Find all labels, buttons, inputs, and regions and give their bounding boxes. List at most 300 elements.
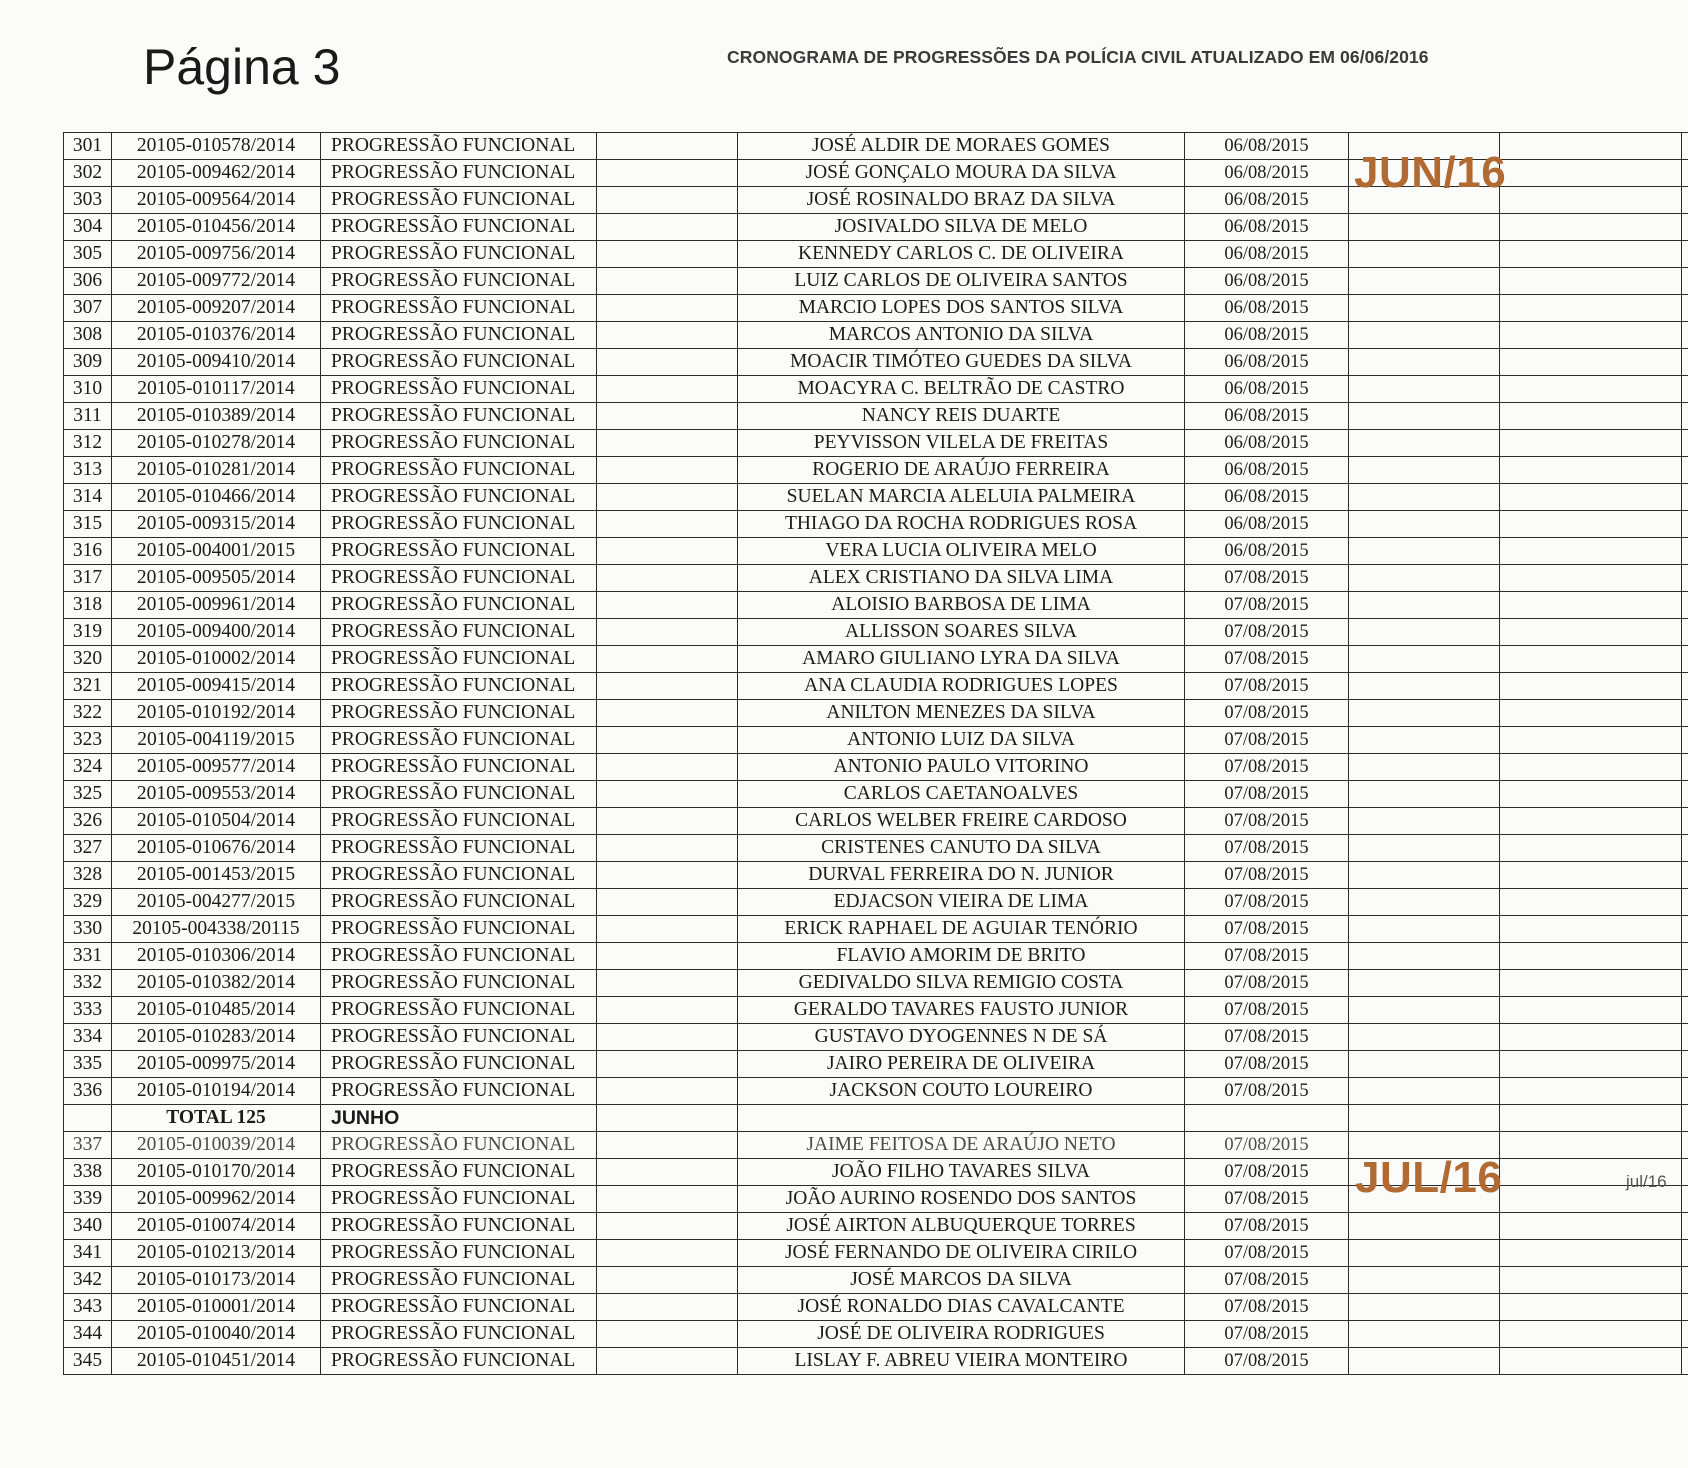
blank-cell xyxy=(1682,241,1688,268)
blank-cell xyxy=(1500,1024,1682,1051)
progression-type-cell: PROGRESSÃO FUNCIONAL xyxy=(321,565,597,592)
blank-cell xyxy=(1500,538,1682,565)
employee-name-cell: ROGERIO DE ARAÚJO FERREIRA xyxy=(738,457,1185,484)
blank-cell xyxy=(597,889,738,916)
row-number-cell: 342 xyxy=(64,1267,112,1294)
blank-cell xyxy=(1500,835,1682,862)
month-cell xyxy=(1349,538,1500,565)
employee-name-cell: CRISTENES CANUTO DA SILVA xyxy=(738,835,1185,862)
process-number-cell: 20105-010676/2014 xyxy=(112,835,321,862)
employee-name-cell: ANILTON MENEZES DA SILVA xyxy=(738,700,1185,727)
month-cell xyxy=(1349,1213,1500,1240)
blank-cell xyxy=(597,1348,738,1375)
month-stamp-jun: JUN/16 xyxy=(1354,148,1507,197)
row-number-cell: 309 xyxy=(64,349,112,376)
progression-type-cell: PROGRESSÃO FUNCIONAL xyxy=(321,1348,597,1375)
employee-name-cell: CARLOS WELBER FREIRE CARDOSO xyxy=(738,808,1185,835)
blank-cell xyxy=(1682,673,1688,700)
process-number-cell: 20105-010074/2014 xyxy=(112,1213,321,1240)
blank-cell xyxy=(1682,700,1688,727)
employee-name-cell: GUSTAVO DYOGENNES N DE SÁ xyxy=(738,1024,1185,1051)
blank-cell xyxy=(1682,943,1688,970)
blank-cell xyxy=(597,403,738,430)
row-number-cell: 329 xyxy=(64,889,112,916)
progression-type-cell: PROGRESSÃO FUNCIONAL xyxy=(321,997,597,1024)
progression-type-cell: PROGRESSÃO FUNCIONAL xyxy=(321,511,597,538)
blank-cell xyxy=(1500,187,1682,214)
blank-cell xyxy=(597,673,738,700)
row-number-cell: 334 xyxy=(64,1024,112,1051)
table-row xyxy=(64,727,1688,754)
date-cell: 07/08/2015 xyxy=(1185,835,1349,862)
blank-cell xyxy=(1682,781,1688,808)
table-row xyxy=(64,970,1688,997)
table-row xyxy=(64,943,1688,970)
blank-cell xyxy=(1682,430,1688,457)
month-cell xyxy=(1349,1321,1500,1348)
progression-type-cell: PROGRESSÃO FUNCIONAL xyxy=(321,403,597,430)
blank-cell xyxy=(1500,1078,1682,1105)
table-row xyxy=(64,673,1688,700)
month-cell xyxy=(1349,1024,1500,1051)
blank-cell xyxy=(1682,1186,1688,1213)
blank-cell xyxy=(1500,160,1682,187)
month-cell xyxy=(1349,457,1500,484)
process-number-cell: 20105-009415/2014 xyxy=(112,673,321,700)
blank-cell xyxy=(597,187,738,214)
progression-type-cell: PROGRESSÃO FUNCIONAL xyxy=(321,1294,597,1321)
month-cell xyxy=(1349,214,1500,241)
month-cell xyxy=(1349,835,1500,862)
blank-cell xyxy=(1682,1132,1688,1159)
table-row xyxy=(64,349,1688,376)
progression-type-cell: PROGRESSÃO FUNCIONAL xyxy=(321,1213,597,1240)
row-number-cell: 301 xyxy=(64,133,112,160)
employee-name-cell: MARCOS ANTONIO DA SILVA xyxy=(738,322,1185,349)
employee-name-cell: LUIZ CARLOS DE OLIVEIRA SANTOS xyxy=(738,268,1185,295)
progression-type-cell: PROGRESSÃO FUNCIONAL xyxy=(321,727,597,754)
blank-cell xyxy=(597,160,738,187)
blank-cell xyxy=(1682,511,1688,538)
blank-cell xyxy=(1682,1240,1688,1267)
process-number-cell: 20105-010213/2014 xyxy=(112,1240,321,1267)
blank-cell xyxy=(1682,889,1688,916)
row-number-cell: 322 xyxy=(64,700,112,727)
blank-cell xyxy=(1349,1105,1500,1132)
process-number-cell: 20105-010117/2014 xyxy=(112,376,321,403)
employee-name-cell: JOSÉ FERNANDO DE OLIVEIRA CIRILO xyxy=(738,1240,1185,1267)
blank-cell xyxy=(1500,241,1682,268)
month-cell xyxy=(1349,1051,1500,1078)
process-number-cell: 20105-010040/2014 xyxy=(112,1321,321,1348)
blank-cell xyxy=(1682,1105,1688,1132)
row-number-cell: 318 xyxy=(64,592,112,619)
row-number-cell: 332 xyxy=(64,970,112,997)
progression-type-cell: PROGRESSÃO FUNCIONAL xyxy=(321,187,597,214)
employee-name-cell: ANTONIO LUIZ DA SILVA xyxy=(738,727,1185,754)
blank-cell xyxy=(1185,1105,1349,1132)
progression-type-cell: PROGRESSÃO FUNCIONAL xyxy=(321,808,597,835)
employee-name-cell: PEYVISSON VILELA DE FREITAS xyxy=(738,430,1185,457)
blank-cell xyxy=(1682,619,1688,646)
blank-cell xyxy=(597,295,738,322)
month-cell xyxy=(1349,1240,1500,1267)
date-cell: 07/08/2015 xyxy=(1185,1240,1349,1267)
blank-cell xyxy=(597,916,738,943)
blank-cell xyxy=(1682,754,1688,781)
process-number-cell: 20105-009400/2014 xyxy=(112,619,321,646)
process-number-cell: 20105-009553/2014 xyxy=(112,781,321,808)
blank-cell xyxy=(597,133,738,160)
blank-cell xyxy=(1682,1078,1688,1105)
progression-type-cell: PROGRESSÃO FUNCIONAL xyxy=(321,160,597,187)
progression-type-cell: PROGRESSÃO FUNCIONAL xyxy=(321,484,597,511)
month-cell xyxy=(1349,754,1500,781)
row-number-cell: 317 xyxy=(64,565,112,592)
blank-cell xyxy=(1500,1213,1682,1240)
row-number-cell: 310 xyxy=(64,376,112,403)
employee-name-cell: VERA LUCIA OLIVEIRA MELO xyxy=(738,538,1185,565)
employee-name-cell: JOSIVALDO SILVA DE MELO xyxy=(738,214,1185,241)
progression-type-cell: PROGRESSÃO FUNCIONAL xyxy=(321,916,597,943)
progression-type-cell: PROGRESSÃO FUNCIONAL xyxy=(321,349,597,376)
blank-cell xyxy=(597,322,738,349)
blank-cell xyxy=(1682,295,1688,322)
blank-cell xyxy=(1500,727,1682,754)
row-number-cell: 314 xyxy=(64,484,112,511)
blank-cell xyxy=(597,1240,738,1267)
process-number-cell: 20105-004001/2015 xyxy=(112,538,321,565)
blank-cell xyxy=(1500,754,1682,781)
employee-name-cell: EDJACSON VIEIRA DE LIMA xyxy=(738,889,1185,916)
blank-cell xyxy=(1682,970,1688,997)
date-cell: 07/08/2015 xyxy=(1185,700,1349,727)
table-row xyxy=(64,1024,1688,1051)
blank-cell xyxy=(597,1132,738,1159)
blank-cell xyxy=(1500,484,1682,511)
employee-name-cell: ALLISSON SOARES SILVA xyxy=(738,619,1185,646)
process-number-cell: 20105-009564/2014 xyxy=(112,187,321,214)
progression-type-cell: PROGRESSÃO FUNCIONAL xyxy=(321,1159,597,1186)
table-row xyxy=(64,484,1688,511)
row-number-cell: 323 xyxy=(64,727,112,754)
blank-cell xyxy=(1682,457,1688,484)
date-cell: 07/08/2015 xyxy=(1185,916,1349,943)
employee-name-cell: THIAGO DA ROCHA RODRIGUES ROSA xyxy=(738,511,1185,538)
blank-cell xyxy=(597,241,738,268)
employee-name-cell: ANA CLAUDIA RODRIGUES LOPES xyxy=(738,673,1185,700)
employee-name-cell: ALEX CRISTIANO DA SILVA LIMA xyxy=(738,565,1185,592)
month-cell xyxy=(1349,808,1500,835)
blank-cell xyxy=(597,862,738,889)
blank-cell xyxy=(1500,700,1682,727)
blank-cell xyxy=(597,565,738,592)
date-cell: 07/08/2015 xyxy=(1185,592,1349,619)
date-cell: 06/08/2015 xyxy=(1185,214,1349,241)
date-cell: 07/08/2015 xyxy=(1185,1294,1349,1321)
blank-cell xyxy=(1500,997,1682,1024)
progression-type-cell: PROGRESSÃO FUNCIONAL xyxy=(321,268,597,295)
process-number-cell: 20105-010389/2014 xyxy=(112,403,321,430)
blank-cell xyxy=(597,943,738,970)
row-number-cell: 319 xyxy=(64,619,112,646)
month-cell xyxy=(1349,268,1500,295)
employee-name-cell: DURVAL FERREIRA DO N. JUNIOR xyxy=(738,862,1185,889)
blank-cell xyxy=(1500,268,1682,295)
date-cell: 07/08/2015 xyxy=(1185,1267,1349,1294)
date-cell: 06/08/2015 xyxy=(1185,403,1349,430)
row-number-cell: 313 xyxy=(64,457,112,484)
row-number-cell: 303 xyxy=(64,187,112,214)
table-row xyxy=(64,295,1688,322)
date-cell: 06/08/2015 xyxy=(1185,538,1349,565)
table-row xyxy=(64,1213,1688,1240)
progression-type-cell: PROGRESSÃO FUNCIONAL xyxy=(321,781,597,808)
page-label: Página 3 xyxy=(143,39,341,95)
process-number-cell: 20105-010002/2014 xyxy=(112,646,321,673)
process-number-cell: 20105-009462/2014 xyxy=(112,160,321,187)
blank-cell xyxy=(597,1321,738,1348)
blank-cell xyxy=(1500,1294,1682,1321)
employee-name-cell: MARCIO LOPES DOS SANTOS SILVA xyxy=(738,295,1185,322)
total-label: TOTAL 125 xyxy=(112,1105,321,1132)
blank-cell xyxy=(597,970,738,997)
month-cell xyxy=(1349,430,1500,457)
month-cell xyxy=(1349,619,1500,646)
table-row xyxy=(64,808,1688,835)
month-label: JUNHO xyxy=(321,1105,597,1132)
month-cell xyxy=(1349,889,1500,916)
blank-cell xyxy=(597,619,738,646)
date-cell: 07/08/2015 xyxy=(1185,1051,1349,1078)
process-number-cell: 20105-010451/2014 xyxy=(112,1348,321,1375)
month-cell xyxy=(1349,970,1500,997)
blank-cell xyxy=(1682,1159,1688,1186)
date-cell: 07/08/2015 xyxy=(1185,1348,1349,1375)
process-number-cell: 20105-009577/2014 xyxy=(112,754,321,781)
date-cell: 06/08/2015 xyxy=(1185,457,1349,484)
date-cell: 07/08/2015 xyxy=(1185,673,1349,700)
row-number-cell: 335 xyxy=(64,1051,112,1078)
row-number-cell: 324 xyxy=(64,754,112,781)
blank-cell xyxy=(1500,1267,1682,1294)
employee-name-cell: LISLAY F. ABREU VIEIRA MONTEIRO xyxy=(738,1348,1185,1375)
table-row xyxy=(64,1051,1688,1078)
blank-cell xyxy=(1682,1267,1688,1294)
progression-type-cell: PROGRESSÃO FUNCIONAL xyxy=(321,538,597,565)
table-row xyxy=(64,997,1688,1024)
date-cell: 06/08/2015 xyxy=(1185,430,1349,457)
blank-cell xyxy=(1682,646,1688,673)
blank-cell xyxy=(1500,214,1682,241)
blank-cell xyxy=(1500,295,1682,322)
progression-type-cell: PROGRESSÃO FUNCIONAL xyxy=(321,835,597,862)
table-row xyxy=(64,1078,1688,1105)
table-row xyxy=(64,322,1688,349)
blank-cell xyxy=(1500,592,1682,619)
month-cell xyxy=(1349,322,1500,349)
row-number-cell: 311 xyxy=(64,403,112,430)
employee-name-cell: GEDIVALDO SILVA REMIGIO COSTA xyxy=(738,970,1185,997)
blank-cell xyxy=(597,1051,738,1078)
table-row xyxy=(64,403,1688,430)
blank-cell xyxy=(1682,538,1688,565)
process-number-cell: 20105-010278/2014 xyxy=(112,430,321,457)
blank-cell xyxy=(1500,889,1682,916)
table-row xyxy=(64,1321,1688,1348)
row-number-cell: 344 xyxy=(64,1321,112,1348)
date-cell: 06/08/2015 xyxy=(1185,241,1349,268)
process-number-cell: 20105-010504/2014 xyxy=(112,808,321,835)
blank-cell xyxy=(1500,565,1682,592)
blank-cell xyxy=(597,1024,738,1051)
row-number-cell: 306 xyxy=(64,268,112,295)
month-cell xyxy=(1349,997,1500,1024)
process-number-cell: 20105-009410/2014 xyxy=(112,349,321,376)
date-cell: 07/08/2015 xyxy=(1185,754,1349,781)
month-cell xyxy=(1349,376,1500,403)
blank-cell xyxy=(1682,160,1688,187)
table-row xyxy=(64,1240,1688,1267)
employee-name-cell: JOSÉ GONÇALO MOURA DA SILVA xyxy=(738,160,1185,187)
date-cell: 07/08/2015 xyxy=(1185,862,1349,889)
process-number-cell: 20105-010306/2014 xyxy=(112,943,321,970)
blank-cell xyxy=(597,1078,738,1105)
progression-type-cell: PROGRESSÃO FUNCIONAL xyxy=(321,322,597,349)
blank-cell xyxy=(1682,916,1688,943)
row-number-cell: 315 xyxy=(64,511,112,538)
date-cell: 07/08/2015 xyxy=(1185,997,1349,1024)
process-number-cell: 20105-009315/2014 xyxy=(112,511,321,538)
employee-name-cell: KENNEDY CARLOS C. DE OLIVEIRA xyxy=(738,241,1185,268)
row-number-cell: 330 xyxy=(64,916,112,943)
table-row xyxy=(64,214,1688,241)
document-title: CRONOGRAMA DE PROGRESSÕES DA POLÍCIA CIVIL ATUALIZADO EM 06/06/2016 xyxy=(727,47,1429,67)
progression-type-cell: PROGRESSÃO FUNCIONAL xyxy=(321,214,597,241)
blank-cell xyxy=(1682,376,1688,403)
blank-cell xyxy=(597,1159,738,1186)
blank-cell xyxy=(1682,1024,1688,1051)
row-number-cell: 336 xyxy=(64,1078,112,1105)
date-cell: 06/08/2015 xyxy=(1185,349,1349,376)
progression-type-cell: PROGRESSÃO FUNCIONAL xyxy=(321,295,597,322)
month-cell xyxy=(1349,241,1500,268)
table-row xyxy=(64,511,1688,538)
blank-cell xyxy=(1682,133,1688,160)
table-row xyxy=(64,754,1688,781)
blank-cell xyxy=(1500,808,1682,835)
date-cell: 06/08/2015 xyxy=(1185,295,1349,322)
employee-name-cell: JAIRO PEREIRA DE OLIVEIRA xyxy=(738,1051,1185,1078)
row-number-cell: 343 xyxy=(64,1294,112,1321)
process-number-cell: 20105-009207/2014 xyxy=(112,295,321,322)
blank-cell xyxy=(1500,133,1682,160)
blank-cell xyxy=(1500,1105,1682,1132)
date-cell: 07/08/2015 xyxy=(1185,1159,1349,1186)
blank-cell xyxy=(597,349,738,376)
process-number-cell: 20105-010170/2014 xyxy=(112,1159,321,1186)
month-cell xyxy=(1349,484,1500,511)
table-row xyxy=(64,619,1688,646)
process-number-cell: 20105-010281/2014 xyxy=(112,457,321,484)
employee-name-cell: MOACYRA C. BELTRÃO DE CASTRO xyxy=(738,376,1185,403)
employee-name-cell: JOÃO FILHO TAVARES SILVA xyxy=(738,1159,1185,1186)
blank-cell xyxy=(1500,646,1682,673)
progression-type-cell: PROGRESSÃO FUNCIONAL xyxy=(321,592,597,619)
process-number-cell: 20105-010382/2014 xyxy=(112,970,321,997)
progression-type-cell: PROGRESSÃO FUNCIONAL xyxy=(321,1186,597,1213)
blank-cell xyxy=(1682,214,1688,241)
blank-cell xyxy=(597,835,738,862)
progression-type-cell: PROGRESSÃO FUNCIONAL xyxy=(321,970,597,997)
blank-cell xyxy=(597,457,738,484)
date-cell: 06/08/2015 xyxy=(1185,511,1349,538)
month-cell xyxy=(1349,943,1500,970)
progression-type-cell: PROGRESSÃO FUNCIONAL xyxy=(321,619,597,646)
blank-cell xyxy=(597,1105,738,1132)
table-row xyxy=(64,241,1688,268)
process-number-cell: 20105-010456/2014 xyxy=(112,214,321,241)
progression-type-cell: PROGRESSÃO FUNCIONAL xyxy=(321,646,597,673)
employee-name-cell: JOÃO AURINO ROSENDO DOS SANTOS xyxy=(738,1186,1185,1213)
date-cell: 07/08/2015 xyxy=(1185,1213,1349,1240)
month-cell xyxy=(1349,781,1500,808)
employee-name-cell: JACKSON COUTO LOUREIRO xyxy=(738,1078,1185,1105)
blank-cell xyxy=(597,511,738,538)
row-number-cell: 338 xyxy=(64,1159,112,1186)
process-number-cell: 20105-004119/2015 xyxy=(112,727,321,754)
total-row xyxy=(64,1105,1688,1132)
employee-name-cell: JOSÉ ROSINALDO BRAZ DA SILVA xyxy=(738,187,1185,214)
table-row xyxy=(64,268,1688,295)
row-number-cell: 321 xyxy=(64,673,112,700)
blank-cell xyxy=(1682,592,1688,619)
blank-cell xyxy=(1682,1213,1688,1240)
blank-cell xyxy=(597,700,738,727)
progression-type-cell: PROGRESSÃO FUNCIONAL xyxy=(321,1024,597,1051)
date-cell: 06/08/2015 xyxy=(1185,160,1349,187)
row-number-cell: 304 xyxy=(64,214,112,241)
employee-name-cell: GERALDO TAVARES FAUSTO JUNIOR xyxy=(738,997,1185,1024)
month-cell xyxy=(1349,727,1500,754)
month-stamp-jul: JUL/16 xyxy=(1355,1153,1503,1202)
blank-cell xyxy=(1682,808,1688,835)
month-note-jul: jul/16 xyxy=(1626,1172,1667,1191)
date-cell: 07/08/2015 xyxy=(1185,727,1349,754)
employee-name-cell: FLAVIO AMORIM DE BRITO xyxy=(738,943,1185,970)
blank-cell xyxy=(1682,322,1688,349)
month-cell xyxy=(1349,565,1500,592)
date-cell: 07/08/2015 xyxy=(1185,565,1349,592)
table-row xyxy=(64,592,1688,619)
table-row xyxy=(64,457,1688,484)
progression-type-cell: PROGRESSÃO FUNCIONAL xyxy=(321,1132,597,1159)
row-number-cell: 302 xyxy=(64,160,112,187)
month-cell xyxy=(1349,673,1500,700)
employee-name-cell: JOSÉ AIRTON ALBUQUERQUE TORRES xyxy=(738,1213,1185,1240)
month-cell xyxy=(1349,1294,1500,1321)
row-number-cell: 312 xyxy=(64,430,112,457)
month-cell xyxy=(1349,403,1500,430)
progression-type-cell: PROGRESSÃO FUNCIONAL xyxy=(321,457,597,484)
blank-cell xyxy=(1500,673,1682,700)
date-cell: 07/08/2015 xyxy=(1185,619,1349,646)
progression-type-cell: PROGRESSÃO FUNCIONAL xyxy=(321,430,597,457)
table-row xyxy=(64,781,1688,808)
row-number-cell: 305 xyxy=(64,241,112,268)
date-cell: 07/08/2015 xyxy=(1185,889,1349,916)
process-number-cell: 20105-004338/20115 xyxy=(112,916,321,943)
